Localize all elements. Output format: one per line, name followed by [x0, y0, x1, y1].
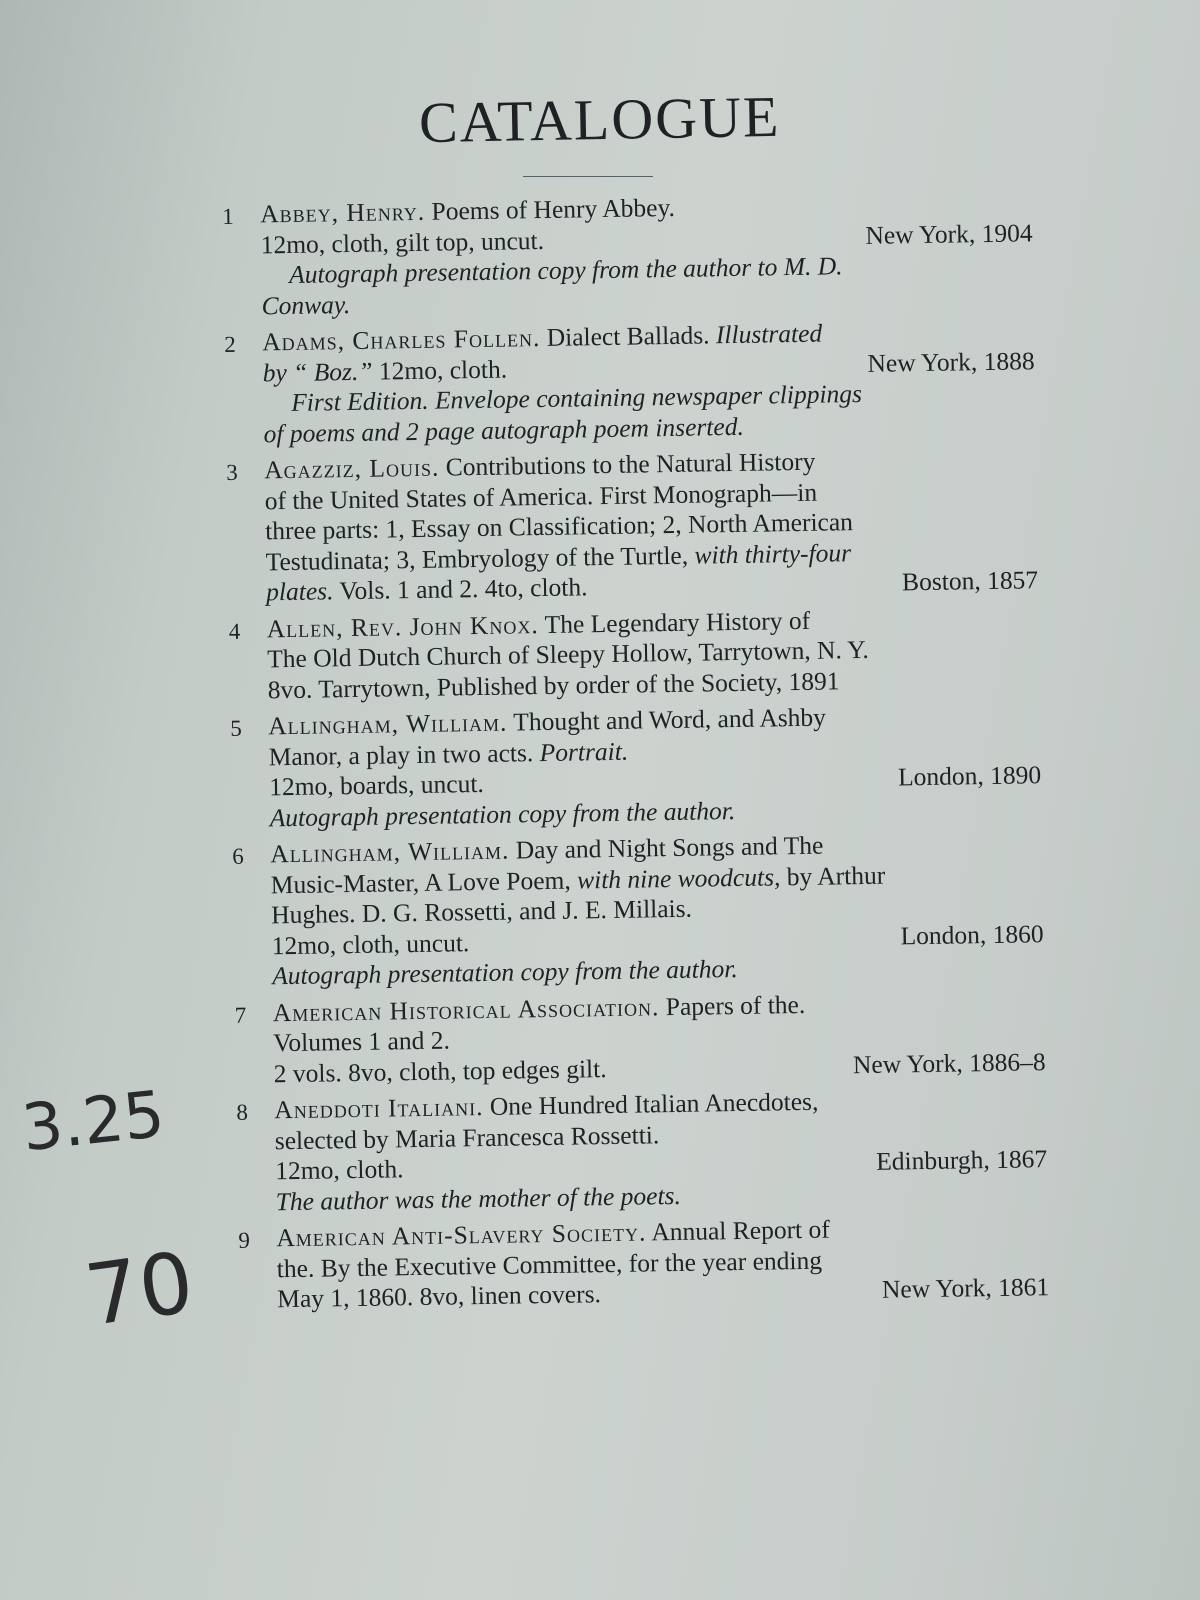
- entry-author: Agazziz, Louis.: [264, 452, 440, 485]
- catalogue-entry-6: [232, 827, 1044, 992]
- entry-title: Annual Report of: [646, 1214, 830, 1247]
- entry-note: The author was the mother of the poets.: [275, 1180, 682, 1216]
- entry-number: 9: [238, 1227, 251, 1253]
- entry-note: Autograph presentation copy from the author to M. D.: [288, 251, 843, 289]
- catalogue-entry-9: [238, 1211, 1049, 1315]
- entry-text-italic: with thirty-four: [694, 537, 852, 570]
- entry-place: London, 1890: [897, 760, 1042, 792]
- entry-place: Edinburgh, 1867: [875, 1144, 1048, 1176]
- entry-text: the. By the Executive Committee, for the year ending: [276, 1245, 823, 1283]
- entry-text: three parts: 1, Essay on Classification; 2, North American: [264, 507, 854, 546]
- entry-text: of the United States of America. First Monograph—in: [264, 477, 818, 515]
- entry-format: Vols. 1 and 2. 4to, cloth.: [333, 572, 588, 606]
- entry-format: 12mo, boards, uncut.: [268, 768, 485, 802]
- entry-format: May 1, 1860. 8vo, linen covers.: [277, 1279, 602, 1314]
- entry-illustrator: by “ Boz.”: [262, 356, 373, 387]
- entry-number: 8: [236, 1099, 249, 1125]
- entry-title: Poems of Henry Abbey.: [424, 192, 676, 226]
- entry-title-italic: Illustrated: [715, 318, 823, 350]
- entry-number: 4: [228, 618, 241, 644]
- entry-format: 12mo, cloth.: [275, 1154, 404, 1186]
- catalogue-entry-5: [230, 699, 1042, 834]
- entry-title: One Hundred Italian Anecdotes,: [483, 1086, 819, 1122]
- entry-format: 8vo. Tarrytown, Published by order of the Society, 1891: [267, 665, 840, 704]
- catalogue-entry-1: [222, 187, 1034, 322]
- entry-number: 1: [222, 203, 234, 229]
- entry-title: The Legendary History of: [538, 605, 811, 639]
- entry-note: Autograph presentation copy from the author.: [271, 953, 738, 991]
- entry-author: American Historical Association.: [272, 991, 660, 1027]
- entry-number: 3: [226, 459, 238, 485]
- entry-text: Testudinata; 3, Embryology of the Turtle,: [265, 540, 695, 576]
- entry-text: selected by Maria Francesca Rossetti.: [274, 1119, 660, 1155]
- entry-author: Allingham, William.: [268, 707, 508, 741]
- entry-text: Manor, a play in two acts.: [268, 737, 540, 771]
- entry-text-italic: Portrait.: [539, 736, 629, 767]
- entry-text-italic: plates.: [265, 576, 334, 607]
- entry-place: Boston, 1857: [901, 565, 1039, 597]
- entry-title: Dialect Ballads.: [540, 320, 717, 353]
- entry-place: New York, 1861: [881, 1272, 1050, 1304]
- entry-text: by Arthur: [780, 860, 886, 891]
- entry-number: 2: [224, 331, 236, 357]
- entry-format: 2 vols. 8vo, cloth, top edges gilt.: [273, 1053, 607, 1088]
- catalogue-list: [222, 187, 1050, 1321]
- title-rule: [523, 176, 653, 177]
- handwritten-price: 3.25: [18, 1077, 168, 1167]
- entry-number: 7: [234, 1002, 247, 1028]
- entry-author: Abbey, Henry.: [259, 196, 426, 229]
- catalogue-entry-3: [226, 443, 1038, 608]
- entry-text: Music-Master, A Love Poem,: [270, 865, 578, 899]
- entry-place: London, 1860: [900, 918, 1044, 950]
- entry-place: New York, 1888: [867, 345, 1035, 378]
- entry-text-italic: with nine woodcuts,: [576, 861, 781, 895]
- entry-note-cont: of poems and 2 page autograph poem inserted.: [263, 411, 745, 448]
- entry-text: The Old Dutch Church of Sleepy Hollow, Tarrytown, N. Y.: [266, 634, 870, 674]
- entry-format: 12mo, cloth, uncut.: [271, 927, 470, 960]
- handwritten-code: 70: [79, 1233, 200, 1345]
- catalogue-entry-7: [235, 986, 1046, 1090]
- catalogue-entry-8: [236, 1083, 1048, 1218]
- entry-author: Allingham, William.: [270, 835, 510, 869]
- entry-author: Adams, Charles Follen.: [262, 323, 541, 357]
- entry-number: 6: [232, 843, 245, 869]
- catalogue-entry-4: [229, 602, 1040, 706]
- entry-title: Day and Night Songs and The: [509, 830, 824, 865]
- entry-author: American Anti-Slavery Society.: [276, 1217, 647, 1253]
- entry-title: Thought and Word, and Ashby: [507, 702, 827, 737]
- entry-note: Autograph presentation copy from the author.: [269, 795, 736, 832]
- entry-place: New York, 1904: [865, 217, 1033, 250]
- catalogue-entry-2: [224, 315, 1036, 450]
- entry-format: 12mo, cloth.: [372, 354, 508, 386]
- page-title: CATALOGUE: [418, 83, 782, 156]
- entry-note-cont: Conway.: [261, 289, 351, 320]
- entry-format: 12mo, cloth, gilt top, uncut.: [260, 225, 545, 259]
- entry-number: 5: [230, 715, 242, 741]
- entry-author: Aneddoti Italiani.: [274, 1092, 484, 1125]
- entry-author: Allen, Rev. John Knox.: [266, 609, 539, 643]
- entry-text: Hughes. D. G. Rossetti, and J. E. Millais.: [271, 893, 693, 930]
- entry-note: First Edition. Envelope containing newspaper clippings: [290, 378, 863, 417]
- entry-text: Volumes 1 and 2.: [273, 1025, 451, 1058]
- entry-place: New York, 1886–8: [852, 1046, 1046, 1079]
- entry-title: Papers of the.: [659, 989, 806, 1021]
- entry-title: Contributions to the Natural History: [439, 446, 816, 482]
